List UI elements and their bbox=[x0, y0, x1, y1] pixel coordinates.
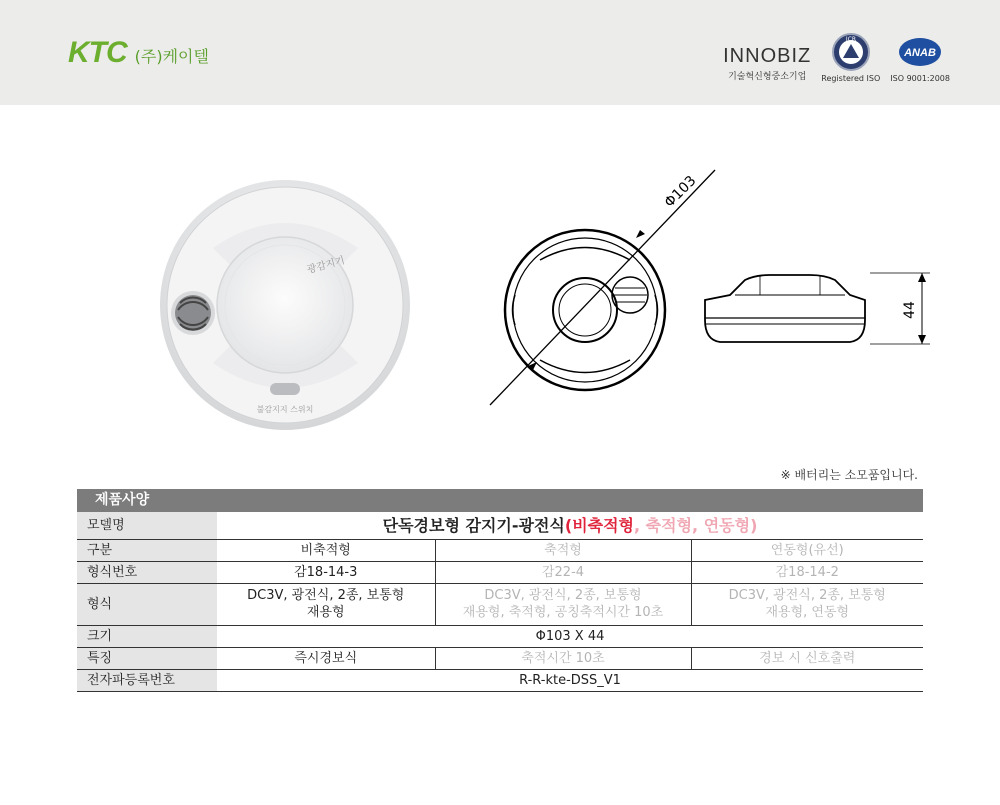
ktc-logo-mark: KTC bbox=[68, 36, 127, 69]
test-button-icon bbox=[270, 383, 300, 395]
model-main: 단독경보형 감지기-광전식 bbox=[382, 515, 565, 535]
row-label: 형식번호 bbox=[77, 561, 217, 583]
table-row-model bbox=[77, 512, 923, 539]
cell-col2: 축적시간 10초 bbox=[435, 647, 691, 669]
anab-caption: ISO 9001:2008 bbox=[890, 74, 950, 83]
cell-col3: 감18-14-2 bbox=[691, 561, 923, 583]
row-label: 형식 bbox=[77, 583, 217, 625]
header-bar bbox=[0, 0, 1000, 105]
company-name: (주)케이텔 bbox=[134, 47, 209, 66]
model-sep: , bbox=[692, 515, 704, 535]
model-close-paren: ) bbox=[750, 515, 758, 535]
table-row-size bbox=[77, 625, 923, 647]
model-name-cell bbox=[217, 512, 923, 539]
company-logo[interactable] bbox=[68, 38, 209, 68]
anab-badge-icon bbox=[897, 32, 943, 72]
battery-note: ※ 배터리는 소모품입니다. bbox=[780, 468, 918, 482]
cell-col3: 연동형(유선) bbox=[691, 539, 923, 561]
certification-logos bbox=[723, 32, 950, 83]
table-row-type bbox=[77, 539, 923, 561]
cell-col3: DC3V, 광전식, 2종, 보통형 재용형, 연동형 bbox=[691, 583, 923, 625]
table-row-spec bbox=[77, 583, 923, 625]
diameter-label: Φ103 bbox=[661, 172, 700, 211]
table-row-feature bbox=[77, 647, 923, 669]
cell-col2: 축적형 bbox=[435, 539, 691, 561]
anab-cert bbox=[890, 32, 950, 83]
model-variant-linked: 연동형 bbox=[703, 515, 751, 535]
cell-col1: 비축적형 bbox=[217, 539, 435, 561]
cell-col1: DC3V, 광전식, 2종, 보통형 재용형 bbox=[217, 583, 435, 625]
table-row-type-number bbox=[77, 561, 923, 583]
icr-badge-text: ICR bbox=[845, 36, 856, 43]
innobiz-name: INNOBIZ bbox=[723, 45, 812, 67]
top-view-diagram bbox=[470, 160, 720, 410]
speaker-grille-icon bbox=[171, 291, 215, 335]
row-label: 특징 bbox=[77, 647, 217, 669]
row-label: 모델명 bbox=[77, 512, 217, 539]
icr-cert bbox=[821, 32, 880, 83]
cell-col3: 경보 시 신호출력 bbox=[691, 647, 923, 669]
model-variant-selected: 비축적형 bbox=[572, 515, 635, 535]
anab-badge-text: ANAB bbox=[904, 47, 937, 59]
row-label: 크기 bbox=[77, 625, 217, 647]
model-variant-accum: 축적형 bbox=[645, 515, 693, 535]
icr-seal-icon bbox=[831, 32, 871, 72]
innobiz-logo bbox=[723, 46, 811, 82]
model-sep: , bbox=[634, 515, 646, 535]
spec-table bbox=[77, 489, 923, 692]
side-view-diagram bbox=[700, 260, 930, 350]
cell-col1: 즉시경보식 bbox=[217, 647, 435, 669]
cell-full: R-R-kte-DSS_V1 bbox=[217, 669, 923, 691]
spec-title: 제품사양 bbox=[77, 489, 923, 512]
model-open-paren: ( bbox=[564, 515, 573, 535]
icr-caption: Registered ISO bbox=[821, 74, 881, 83]
cell-col2: 감22-4 bbox=[435, 561, 691, 583]
cell-col2: DC3V, 광전식, 2종, 보통형 재용형, 축적형, 공칭축적시간 10초 bbox=[435, 583, 691, 625]
detector-label-top: 광감지기 bbox=[305, 255, 347, 276]
cell-full: Φ103 X 44 bbox=[217, 625, 923, 647]
cell-col1: 감18-14-3 bbox=[217, 561, 435, 583]
table-row-emc bbox=[77, 669, 923, 691]
detector-label-bottom: 불감지지 스위치 bbox=[256, 405, 314, 414]
innobiz-sub: 기술혁신형중소기업 bbox=[728, 72, 807, 82]
row-label: 전자파등록번호 bbox=[77, 669, 217, 691]
row-label: 구분 bbox=[77, 539, 217, 561]
product-photo bbox=[158, 178, 412, 432]
height-label: 44 bbox=[902, 301, 918, 319]
